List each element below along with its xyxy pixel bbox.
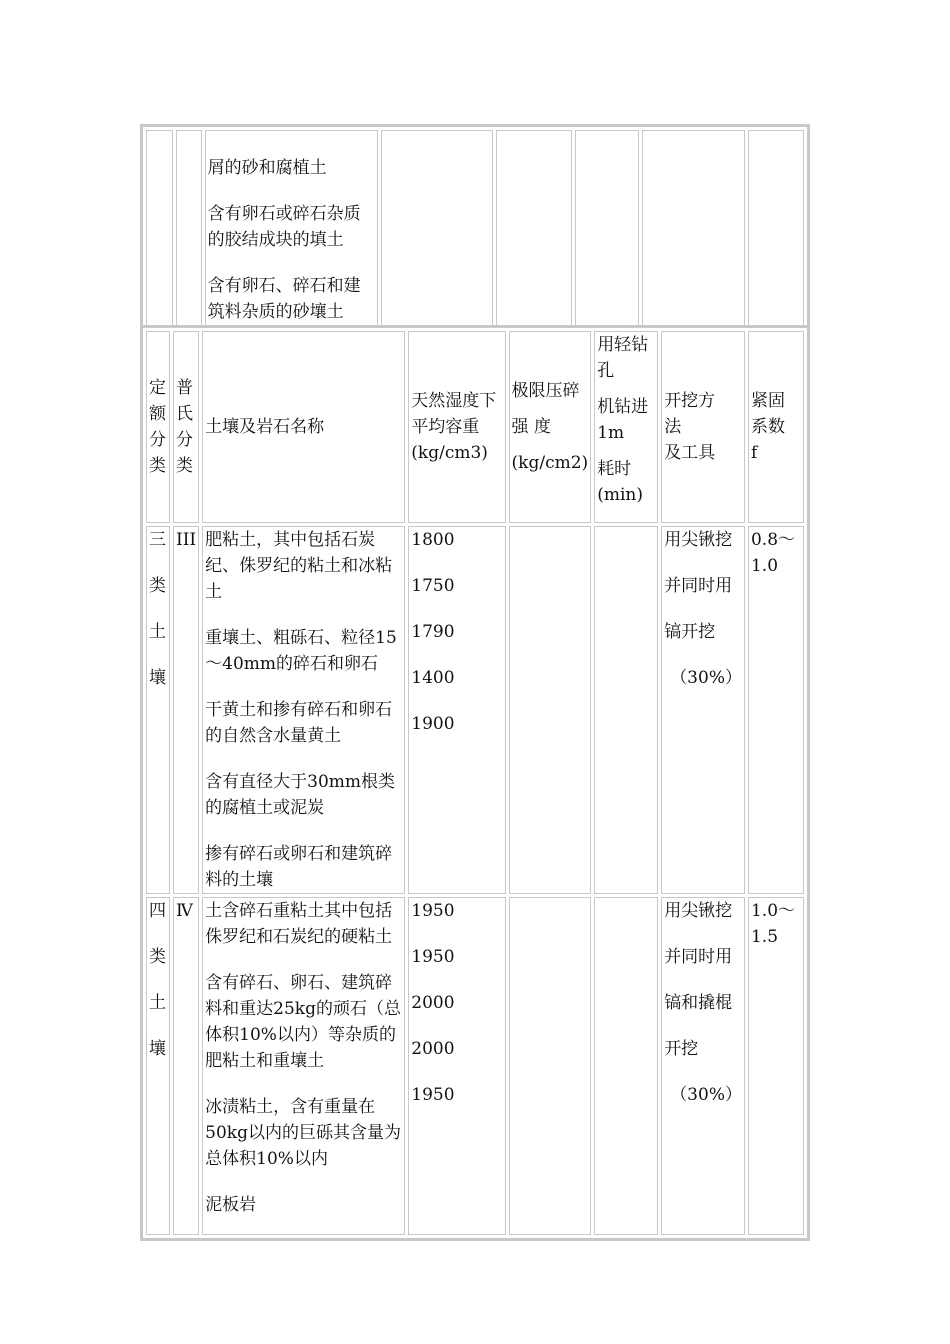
soil-name: 含有碎石、卵石、建筑碎料和重达25kg的顽石（总体积10%以内）等杂质的肥粘土和重壤土 (205, 973, 401, 1071)
empty-cell (381, 130, 493, 326)
soil-name: 含有卵石或碎石杂质的胶结成块的填土 (207, 204, 361, 250)
density-cell: 1950 1950 2000 2000 1950 (408, 897, 505, 1235)
soil-name: 干黄土和掺有碎石和卵石的自然含水量黄土 (205, 700, 393, 746)
header-strength: 极限压碎 强 度 (kg/cm2) (509, 331, 592, 523)
soil-name: 含有直径大于30mm根类的腐植土或泥炭 (205, 772, 396, 818)
header-density: 天然湿度下 平均容重 (kg/cm3) (408, 331, 505, 523)
empty-cell (176, 130, 201, 326)
header-drill-time: 用轻钻孔 机钻进1m 耗时 (min) (594, 331, 658, 523)
continuation-names (205, 130, 378, 326)
soil-name: 重壤土、粗砾石、粒径15～40mm的碎石和卵石 (205, 628, 397, 674)
soil-names-cell (202, 897, 405, 1235)
empty-cell (642, 130, 745, 326)
empty-cell (496, 130, 572, 326)
method-cell: 用尖锹挖 并同时用 镐和撬棍 开挖 （30%） (661, 897, 745, 1235)
drill-time-cell (594, 897, 658, 1235)
soil-names-cell (202, 526, 405, 894)
header-quota-class: 定额分类 (146, 331, 170, 523)
quota-class-cell: 三 类 土 壤 (146, 526, 170, 894)
soil-name: 掺有碎石或卵石和建筑碎料的土壤 (205, 844, 393, 890)
header-method: 开挖方法 及工具 (661, 331, 745, 523)
coefficient-cell: 0.8～1.0 (748, 526, 804, 894)
header-row (146, 331, 804, 523)
soil-name: 泥板岩 (205, 1195, 257, 1215)
method-cell: 用尖锹挖 并同时用 镐开挖 （30%） (661, 526, 745, 894)
empty-cell (748, 130, 804, 326)
continuation-table (140, 124, 810, 332)
pu-class-cell: III (173, 526, 199, 894)
header-pu-class: 普氏分类 (173, 331, 199, 523)
quota-class-cell: 四 类 土 壤 (146, 897, 170, 1235)
soil-name: 土含碎石重粘土其中包括侏罗纪和石炭纪的硬粘土 (205, 901, 393, 947)
coefficient-cell: 1.0～1.5 (748, 897, 804, 1235)
table-row (146, 897, 804, 1235)
empty-cell (146, 130, 173, 326)
empty-cell (575, 130, 639, 326)
soil-name: 含有卵石、碎石和建筑料杂质的砂壤土 (207, 276, 361, 322)
pu-class-cell: Ⅳ (173, 897, 199, 1235)
soil-classification-table (140, 325, 810, 1241)
header-name: 土壤及岩石名称 (202, 331, 405, 523)
density-cell: 1800 1750 1790 1400 1900 (408, 526, 505, 894)
drill-time-cell (594, 526, 658, 894)
table-row (146, 526, 804, 894)
header-coefficient: 紧固系数 f (748, 331, 804, 523)
strength-cell (509, 897, 592, 1235)
soil-name: 肥粘土，其中包括石炭纪、侏罗纪的粘土和冰粘土 (205, 530, 393, 602)
soil-name: 冰渍粘土，含有重量在50kg以内的巨砾其含量为总体积10%以内 (205, 1097, 401, 1169)
soil-name: 屑的砂和腐植土 (207, 158, 327, 178)
strength-cell (509, 526, 592, 894)
